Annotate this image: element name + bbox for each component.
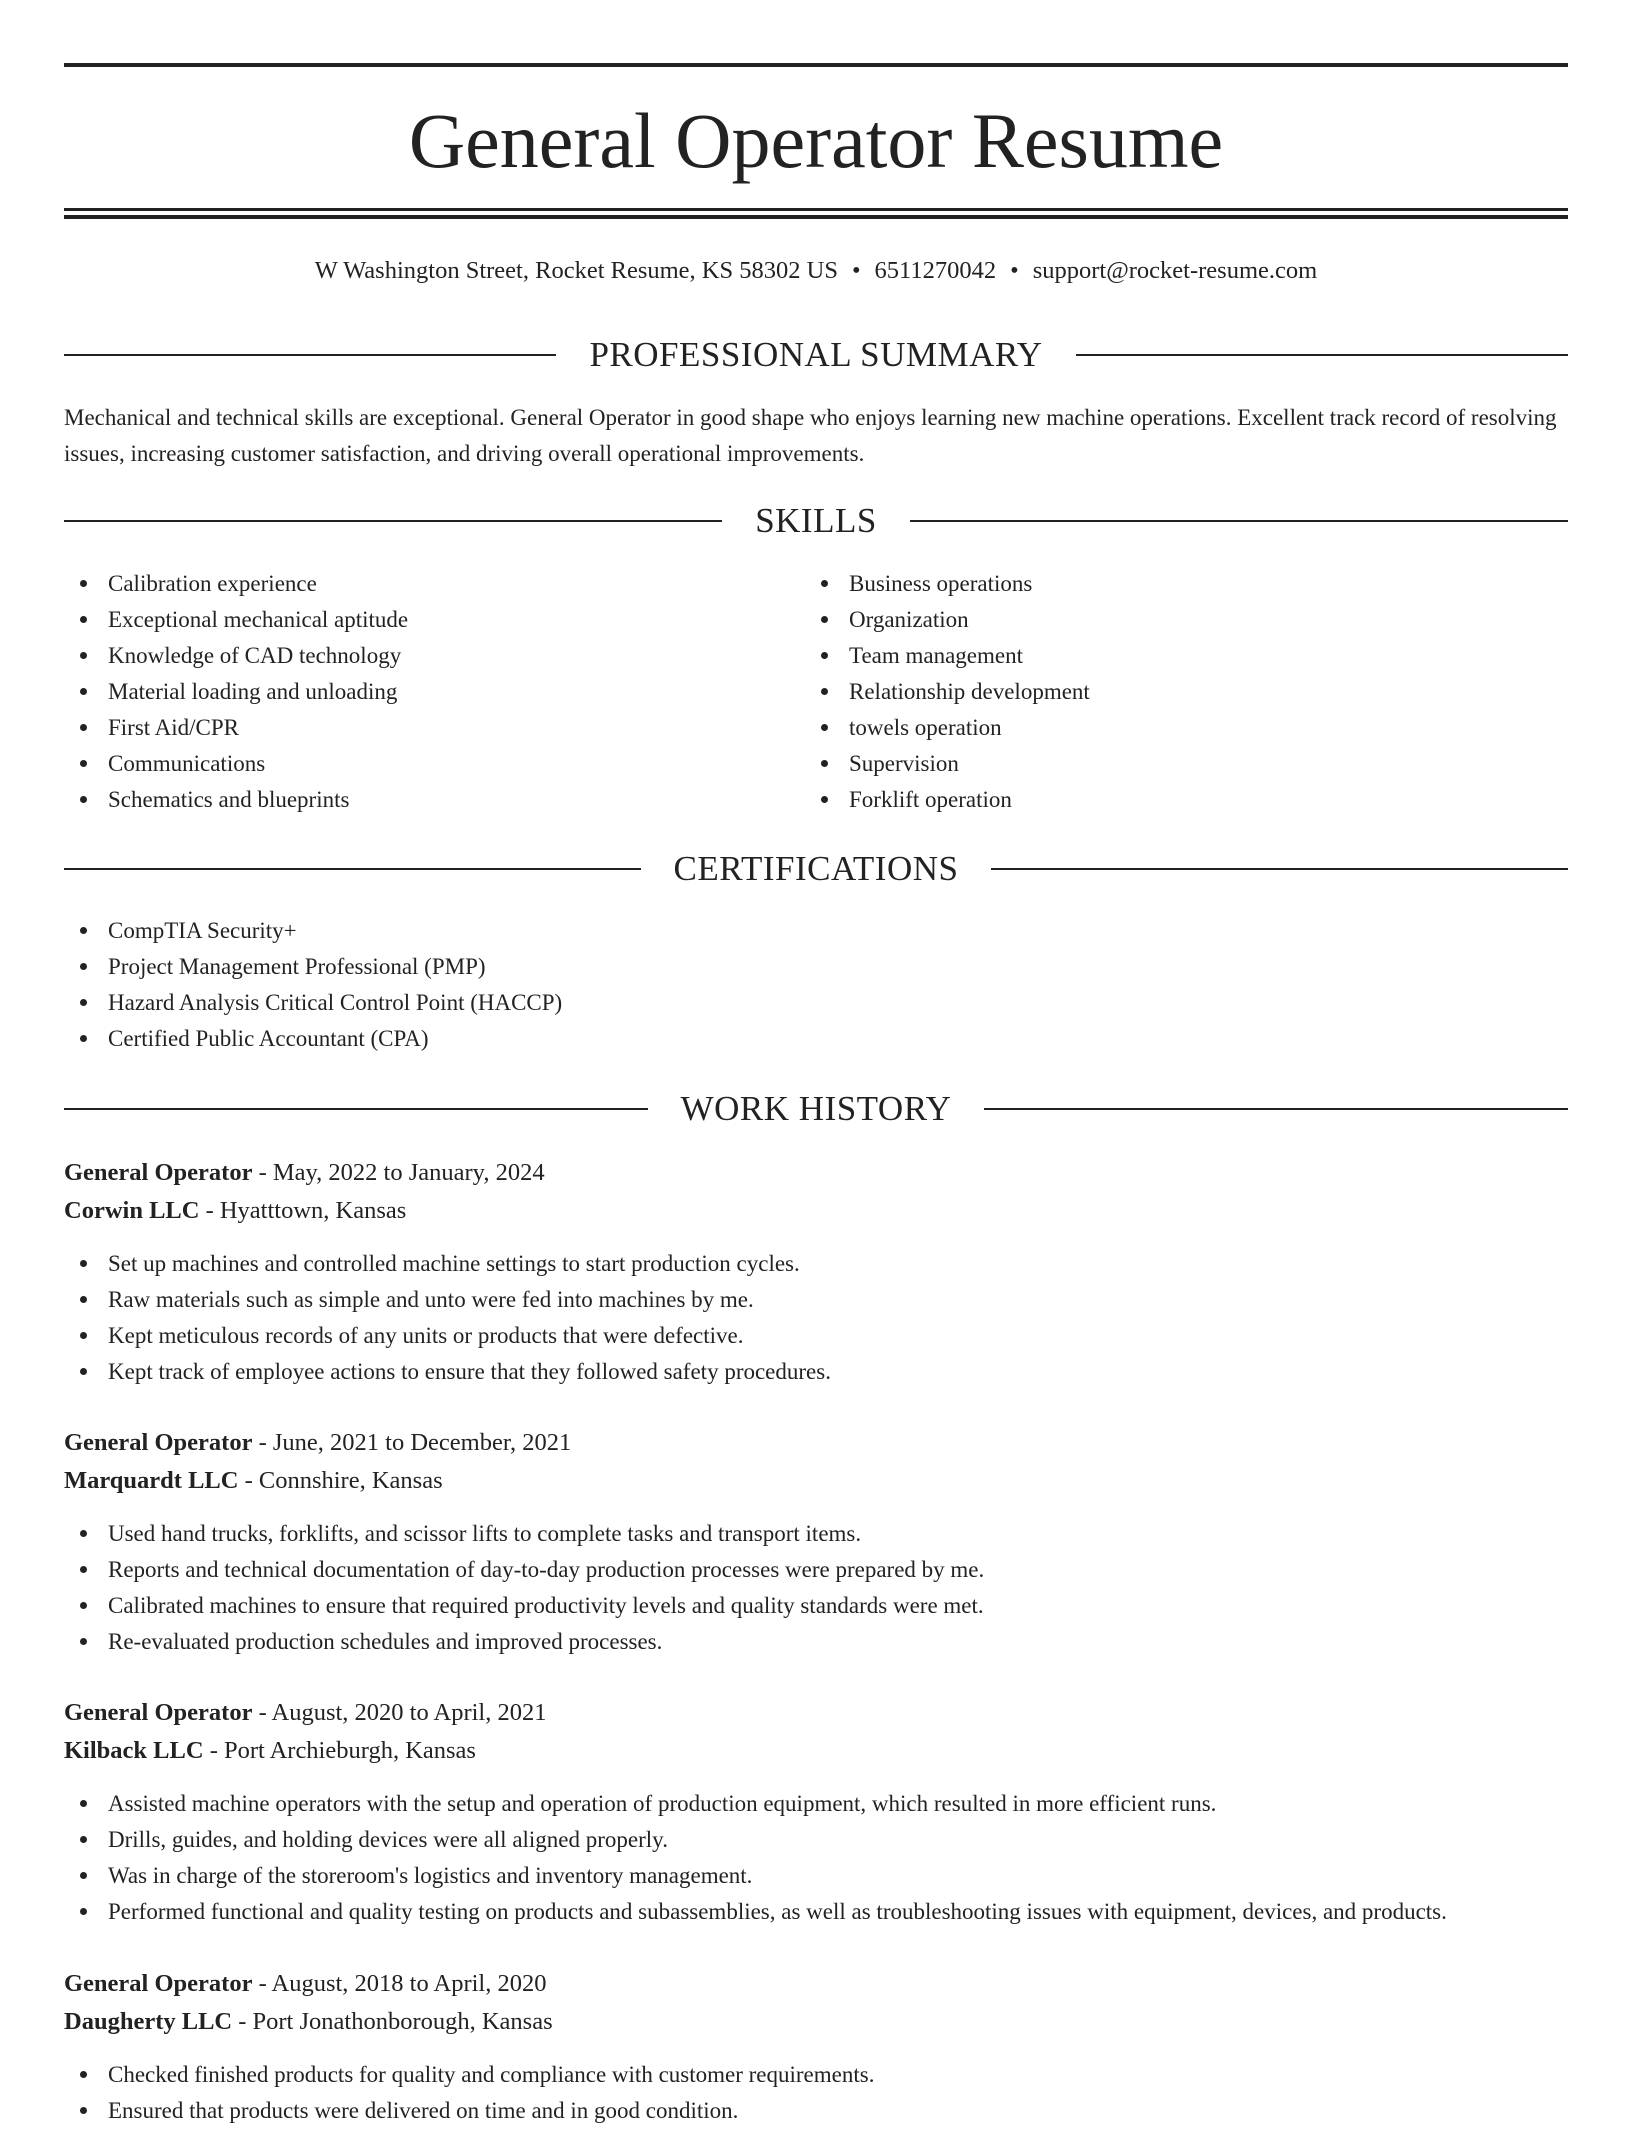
duty-item: [64, 1516, 1568, 1552]
duty-item: [64, 1552, 1568, 1588]
bullet-icon: [80, 2107, 87, 2114]
job-entry: [64, 1965, 1568, 2129]
skill-item: [64, 746, 804, 782]
heading-rule: [1076, 354, 1568, 356]
job-entry: [64, 1154, 1568, 1390]
duty-item: [64, 1282, 1568, 1318]
duty-item: [64, 1822, 1568, 1858]
skill-item: [64, 638, 804, 674]
certification-label: CompTIA Security+: [108, 918, 297, 943]
section-heading-work-history: [64, 1087, 1568, 1131]
bullet-icon: [80, 1566, 87, 1573]
skill-label: Forklift operation: [849, 787, 1012, 812]
bullet-icon: [80, 1602, 87, 1609]
bullet-icon: [80, 724, 87, 731]
duty-item: [64, 1858, 1568, 1894]
duty-item: [64, 1354, 1568, 1390]
bullet-icon: [821, 652, 828, 659]
job-title-line: [64, 1965, 1568, 2003]
certification-label: Hazard Analysis Critical Control Point (HACCP): [108, 990, 563, 1015]
bullet-icon: [80, 796, 87, 803]
bullet-icon: [80, 1800, 87, 1807]
certification-item: [64, 949, 1568, 985]
certification-item: [64, 1021, 1568, 1057]
job-title-line: [64, 1424, 1568, 1462]
bullet-icon: [80, 652, 87, 659]
skill-item: [64, 566, 804, 602]
section-heading-certifications: [64, 847, 1568, 891]
section-title: WORK HISTORY: [680, 1089, 952, 1128]
job-company: Marquardt LLC: [64, 1467, 239, 1494]
bullet-icon: [80, 2071, 87, 2078]
bullet-icon: [80, 999, 87, 1006]
duty-text: Re-evaluated production schedules and improved processes.: [108, 1629, 663, 1654]
bullet-icon: [80, 1836, 87, 1843]
skill-item: [805, 710, 1545, 746]
job-title: General Operator: [64, 1970, 253, 1997]
bullet-icon: [821, 688, 828, 695]
job-title-line: [64, 1154, 1568, 1192]
heading-rule: [64, 1108, 648, 1110]
skill-item: [64, 782, 804, 818]
page-title: General Operator Resume: [408, 97, 1224, 184]
bullet-icon: [80, 1638, 87, 1645]
job-title-line: [64, 1694, 1568, 1732]
job-duties: [64, 2057, 1568, 2129]
contact-line: [64, 254, 1568, 288]
contact-email[interactable]: support@rocket-resume.com: [1032, 257, 1318, 284]
bullet-icon: [821, 580, 828, 587]
title-rule-lower: [64, 215, 1568, 219]
bullet-icon: [80, 760, 87, 767]
heading-rule: [64, 868, 641, 870]
bullet-icon: [80, 1530, 87, 1537]
bullet-icon: [80, 1332, 87, 1339]
bullet-icon: [80, 1296, 87, 1303]
skill-label: Organization: [849, 607, 969, 632]
contact-separator: •: [1010, 257, 1019, 284]
section-title: PROFESSIONAL SUMMARY: [589, 335, 1043, 374]
duty-text: Set up machines and controlled machine settings to start production cycles.: [108, 1251, 800, 1276]
duty-text: Raw materials such as simple and unto were fed into machines by me.: [108, 1287, 754, 1312]
skill-label: Schematics and blueprints: [108, 787, 350, 812]
job-title: General Operator: [64, 1699, 253, 1726]
job-entry: [64, 1424, 1568, 1660]
skill-item: [805, 782, 1545, 818]
duty-text: Calibrated machines to ensure that required productivity levels and quality standards were met.: [108, 1593, 984, 1618]
duty-item: [64, 1786, 1568, 1822]
job-company: Corwin LLC: [64, 1197, 200, 1224]
job-location: - Connshire, Kansas: [238, 1467, 443, 1494]
duty-text: Assisted machine operators with the setup and operation of production equipment, which resulted in more efficient runs.: [108, 1791, 1217, 1816]
job-duties: [64, 1786, 1568, 1930]
duty-item: [64, 1894, 1568, 1930]
contact-separator: •: [851, 257, 861, 284]
bullet-icon: [80, 616, 87, 623]
certification-item: [64, 913, 1568, 949]
job-company: Daugherty LLC: [64, 2008, 233, 2035]
certification-item: [64, 985, 1568, 1021]
summary-text: Mechanical and technical skills are exceptional. General Operator in good shape who enjoys learning new machine operations. Excellent track record of resolving issues, increasing customer satisfaction, and driving overall operational improvements.: [64, 405, 1557, 466]
job-location: - Port Jonathonborough, Kansas: [232, 2008, 553, 2035]
duty-text: Was in charge of the storeroom's logistics and inventory management.: [108, 1863, 753, 1888]
job-dates: - August, 2020 to April, 2021: [252, 1699, 547, 1726]
job-dates: - June, 2021 to December, 2021: [252, 1429, 572, 1456]
duty-text: Kept meticulous records of any units or products that were defective.: [108, 1323, 744, 1348]
bullet-icon: [80, 1872, 87, 1879]
title-rule-upper: [64, 208, 1568, 211]
skill-label: Business operations: [849, 571, 1033, 596]
skill-label: towels operation: [849, 715, 1002, 740]
bullet-icon: [80, 1035, 87, 1042]
certification-label: Certified Public Accountant (CPA): [108, 1026, 429, 1051]
contact-phone: 6511270042: [874, 257, 997, 284]
skill-item: [805, 746, 1545, 782]
duty-item: [64, 2093, 1568, 2129]
job-title: General Operator: [64, 1159, 253, 1186]
section-heading-summary: [64, 333, 1568, 377]
bullet-icon: [80, 580, 87, 587]
heading-rule: [910, 520, 1568, 522]
skill-item: [805, 638, 1545, 674]
duty-item: [64, 1624, 1568, 1660]
skill-label: Relationship development: [849, 679, 1090, 704]
bullet-icon: [821, 724, 828, 731]
duty-item: [64, 1246, 1568, 1282]
duty-item: [64, 2057, 1568, 2093]
certifications-list: [64, 913, 1568, 1057]
skill-label: Knowledge of CAD technology: [108, 643, 402, 668]
duty-text: Used hand trucks, forklifts, and scissor lifts to complete tasks and transport items.: [108, 1521, 862, 1546]
bullet-icon: [821, 760, 828, 767]
bullet-icon: [80, 1260, 87, 1267]
skill-label: Team management: [849, 643, 1024, 668]
job-dates: - August, 2018 to April, 2020: [252, 1970, 547, 1997]
skill-label: Calibration experience: [108, 571, 317, 596]
bullet-icon: [821, 796, 828, 803]
skill-item: [805, 674, 1545, 710]
job-title: General Operator: [64, 1429, 253, 1456]
section-heading-skills: [64, 499, 1568, 543]
duty-text: Performed functional and quality testing on products and subassemblies, as well as troubleshooting issues with equipment, devices, and products.: [108, 1899, 1447, 1924]
job-location: - Port Archieburgh, Kansas: [203, 1737, 476, 1764]
job-dates: - May, 2022 to January, 2024: [252, 1159, 545, 1186]
job-company: Kilback LLC: [64, 1737, 204, 1764]
skill-item: [805, 566, 1545, 602]
bullet-icon: [80, 688, 87, 695]
skill-label: Material loading and unloading: [108, 679, 398, 704]
heading-rule: [64, 520, 722, 522]
duty-text: Checked finished products for quality and compliance with customer requirements.: [108, 2062, 875, 2087]
duty-item: [64, 1588, 1568, 1624]
heading-rule: [984, 1108, 1568, 1110]
bullet-icon: [80, 963, 87, 970]
skill-item: [64, 674, 804, 710]
skill-item: [64, 602, 804, 638]
duty-text: Reports and technical documentation of day-to-day production processes were prepared by me.: [108, 1557, 985, 1582]
job-entry: [64, 1694, 1568, 1930]
duty-text: Ensured that products were delivered on time and in good condition.: [108, 2098, 739, 2123]
heading-rule: [991, 868, 1568, 870]
heading-rule: [64, 354, 556, 356]
skill-label: Communications: [108, 751, 266, 776]
bullet-icon: [80, 927, 87, 934]
skill-label: Supervision: [849, 751, 959, 776]
bullet-icon: [821, 616, 828, 623]
skill-label: First Aid/CPR: [108, 715, 240, 740]
bullet-icon: [80, 1908, 87, 1915]
job-company-line: [64, 1192, 1568, 1230]
certification-label: Project Management Professional (PMP): [108, 954, 486, 979]
job-company-line: [64, 1462, 1568, 1500]
job-duties: [64, 1516, 1568, 1660]
duty-text: Kept track of employee actions to ensure that they followed safety procedures.: [108, 1359, 831, 1384]
skill-label: Exceptional mechanical aptitude: [108, 607, 409, 632]
skill-item: [64, 710, 804, 746]
skill-item: [805, 602, 1545, 638]
skills-list-left: [64, 566, 804, 818]
section-title: CERTIFICATIONS: [673, 849, 959, 888]
job-company-line: [64, 2003, 1568, 2041]
contact-address: W Washington Street, Rocket Resume, KS 58302 US: [314, 257, 838, 284]
skills-list-right: [805, 566, 1545, 818]
top-rule: [64, 63, 1568, 67]
job-company-line: [64, 1732, 1568, 1770]
bullet-icon: [80, 1368, 87, 1375]
job-location: - Hyatttown, Kansas: [199, 1197, 407, 1224]
duty-text: Drills, guides, and holding devices were all aligned properly.: [108, 1827, 668, 1852]
job-duties: [64, 1246, 1568, 1390]
section-title: SKILLS: [755, 501, 877, 540]
duty-item: [64, 1318, 1568, 1354]
